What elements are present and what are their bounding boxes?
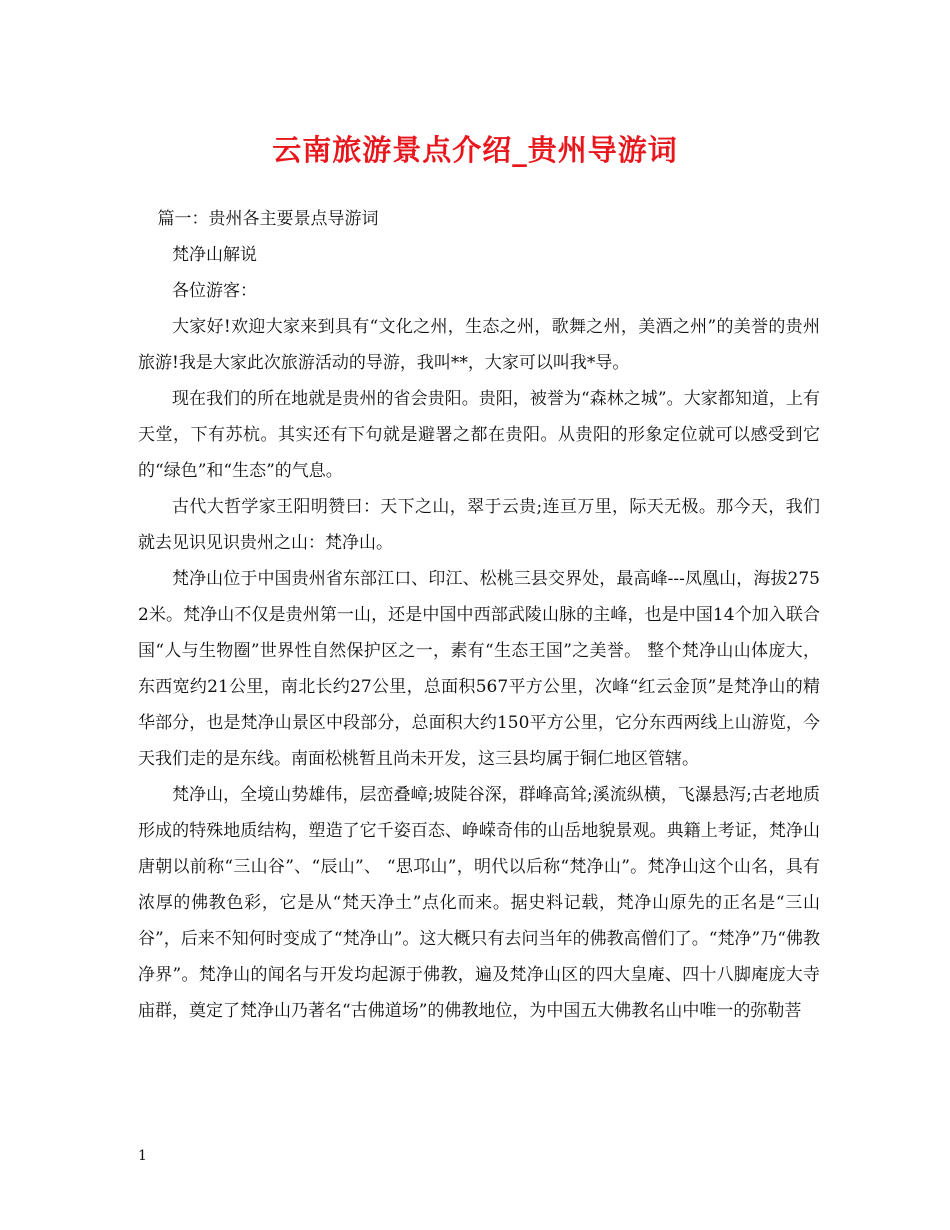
paragraph: 古代大哲学家王阳明赞曰：天下之山，翠于云贵;连亘万里，际天无极。那今天，我们就去见识见识贵州之山：梵净山。 bbox=[138, 497, 820, 553]
paragraph: 梵净山位于中国贵州省东部江口、印江、松桃三县交界处，最高峰---凤凰山，海拔2752米。梵净山不仅是贵州第一山，还是中国中西部武陵山脉的主峰，也是中国14个加入联合国“人与生物圈”世界性自然保护区之一，素有“生态王国”之美誉。 整个梵净山山体庞大，东西宽约21公里，南北长约27公里，总面积567平方公里，次峰“红云金顶”是梵净山的精华部分，也是梵净山景区中段部分，总面积大约150平方公里，它分东西两线上山游览，今天我们走的是东线。南面松桃暂且尚未开发，这三县均属于铜仁地区管辖。 bbox=[138, 569, 820, 769]
document-title: 云南旅游景点介绍_贵州导游词 bbox=[272, 133, 678, 167]
document-body bbox=[138, 201, 820, 1029]
page-number: 1 bbox=[138, 1148, 147, 1164]
subheading: 梵净山解说 bbox=[172, 245, 257, 265]
paragraph: 大家好!欢迎大家来到具有“文化之州，生态之州，歌舞之州，美酒之州”的美誉的贵州旅游!我是大家此次旅游活动的导游，我叫**，大家可以叫我*导。 bbox=[138, 317, 820, 373]
paragraph: 现在我们的所在地就是贵州的省会贵阳。贵阳，被誉为“森林之城”。大家都知道，上有天堂，下有苏杭。其实还有下句就是避署之都在贵阳。从贵阳的形象定位就可以感受到它的“绿色”和“生态”的气息。 bbox=[138, 389, 820, 481]
section-heading: 篇一：贵州各主要景点导游词 bbox=[157, 209, 379, 229]
greeting: 各位游客： bbox=[172, 281, 257, 301]
paragraph: 梵净山，全境山势雄伟，层峦叠嶂;坡陡谷深，群峰高耸;溪流纵横，飞瀑悬泻;古老地质形成的特殊地质结构，塑造了它千姿百态、峥嵘奇伟的山岳地貌景观。典籍上考证，梵净山唐朝以前称“三山谷”、“辰山”、 “思邛山”，明代以后称“梵净山”。梵净山这个山名，具有浓厚的佛教色彩，它是从“梵天净土”点化而来。据史料记载，梵净山原先的正名是“三山谷”，后来不知何时变成了“梵净山”。这大概只有去问当年的佛教高僧们了。“梵净”乃“佛教净界”。梵净山的闻名与开发均起源于佛教，遍及梵净山区的四大皇庵、四十八脚庵庞大寺庙群，奠定了梵净山乃著名“古佛道场”的佛教地位，为中国五大佛教名山中唯一的弥勒菩 bbox=[138, 785, 820, 1021]
